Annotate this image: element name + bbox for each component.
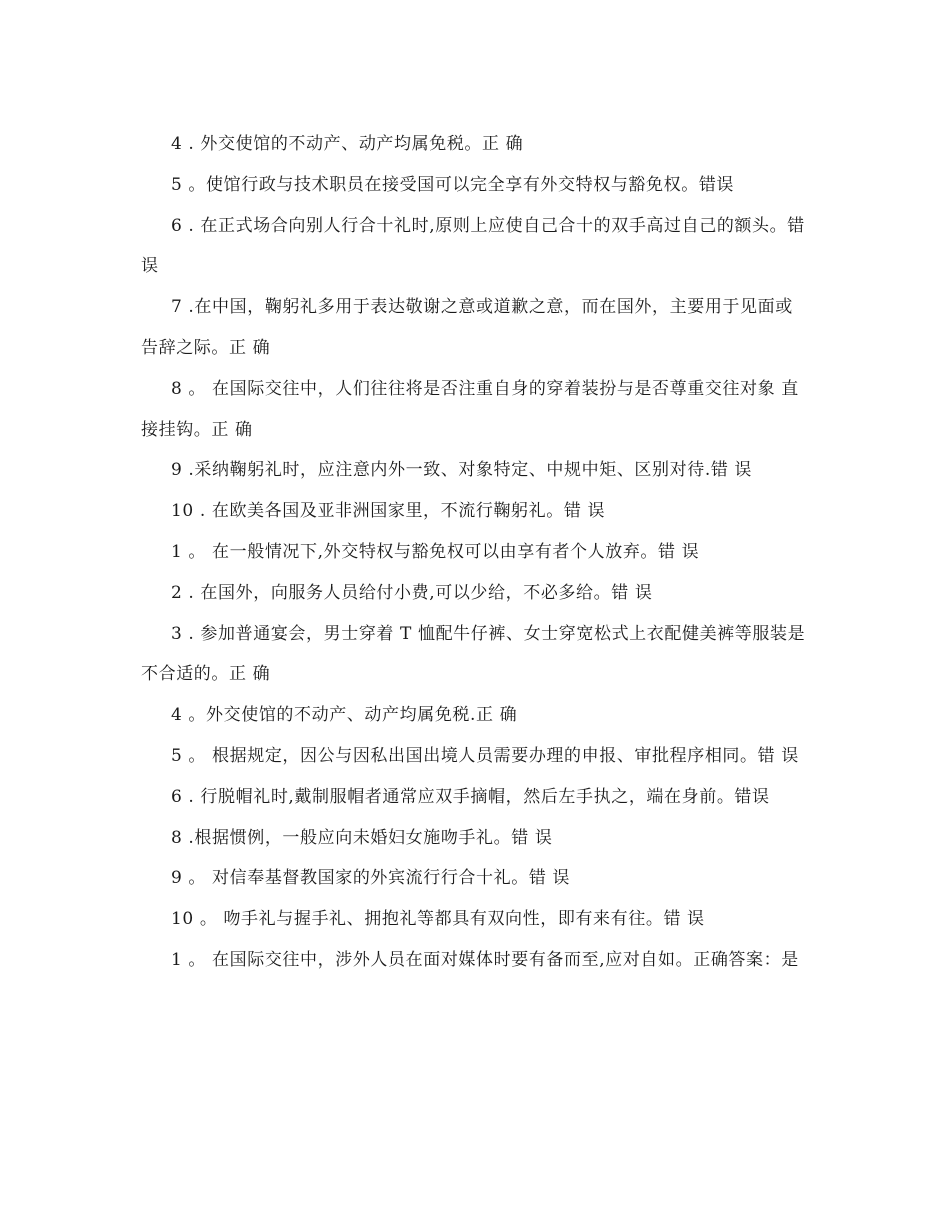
paragraph: 2 . 在国外，向服务人员给付小费,可以少给，不必多给。错 误 <box>171 582 653 603</box>
paragraph: 10 。 吻手礼与握手礼、拥抱礼等都具有双向性，即有来有往。错 误 <box>171 909 705 930</box>
paragraph: 8 。 在国际交往中，人们往往将是否注重自身的穿着装扮与是否尊重交往对象 直接挂钩。正 确 <box>141 378 799 440</box>
paragraph: 5 。使馆行政与技术职员在接受国可以完全享有外交特权与豁免权。错误 <box>171 174 735 195</box>
paragraph: 3 . 参加普通宴会，男士穿着 T 恤配牛仔裤、女士穿宽松式上衣配健美裤等服装是不合适的。正 确 <box>141 623 806 685</box>
paragraph: 1 。 在国际交往中，涉外人员在面对媒体时要有备而至,应对自如。正确答案：是 <box>171 949 799 970</box>
paragraph: 4 . 外交使馆的不动产、动产均属免税。正 确 <box>171 134 524 154</box>
paragraph: 6 . 行脱帽礼时,戴制服帽者通常应双手摘帽，然后左手执之，端在身前。错误 <box>171 786 770 807</box>
document-body <box>141 124 806 981</box>
paragraph: 9 。 对信奉基督教国家的外宾流行行合十礼。错 误 <box>171 868 571 889</box>
paragraph: 8 .根据惯例，一般应向未婚妇女施吻手礼。错 误 <box>171 827 553 848</box>
paragraph: 1 。 在一般情况下,外交特权与豁免权可以由享有者个人放弃。错 误 <box>171 541 700 562</box>
paragraph: 4 。外交使馆的不动产、动产均属免税.正 确 <box>171 705 518 726</box>
paragraph: 5 。 根据规定，因公与因私出国出境人员需要办理的申报、审批程序相同。错 误 <box>171 745 799 766</box>
paragraph: 7 .在中国，鞠躬礼多用于表达敬谢之意或道歉之意，而在国外，主要用于见面或告辞之际。正 确 <box>141 297 793 358</box>
paragraph: 9 .采纳鞠躬礼时，应注意内外一致、对象特定、中规中矩、区别对待.错 误 <box>171 460 753 481</box>
paragraph: 10 . 在欧美各国及亚非洲国家里，不流行鞠躬礼。错 误 <box>171 501 606 522</box>
paragraph: 6 . 在正式场合向别人行合十礼时,原则上应使自己合十的双手高过自己的额头。错误 <box>141 215 805 277</box>
